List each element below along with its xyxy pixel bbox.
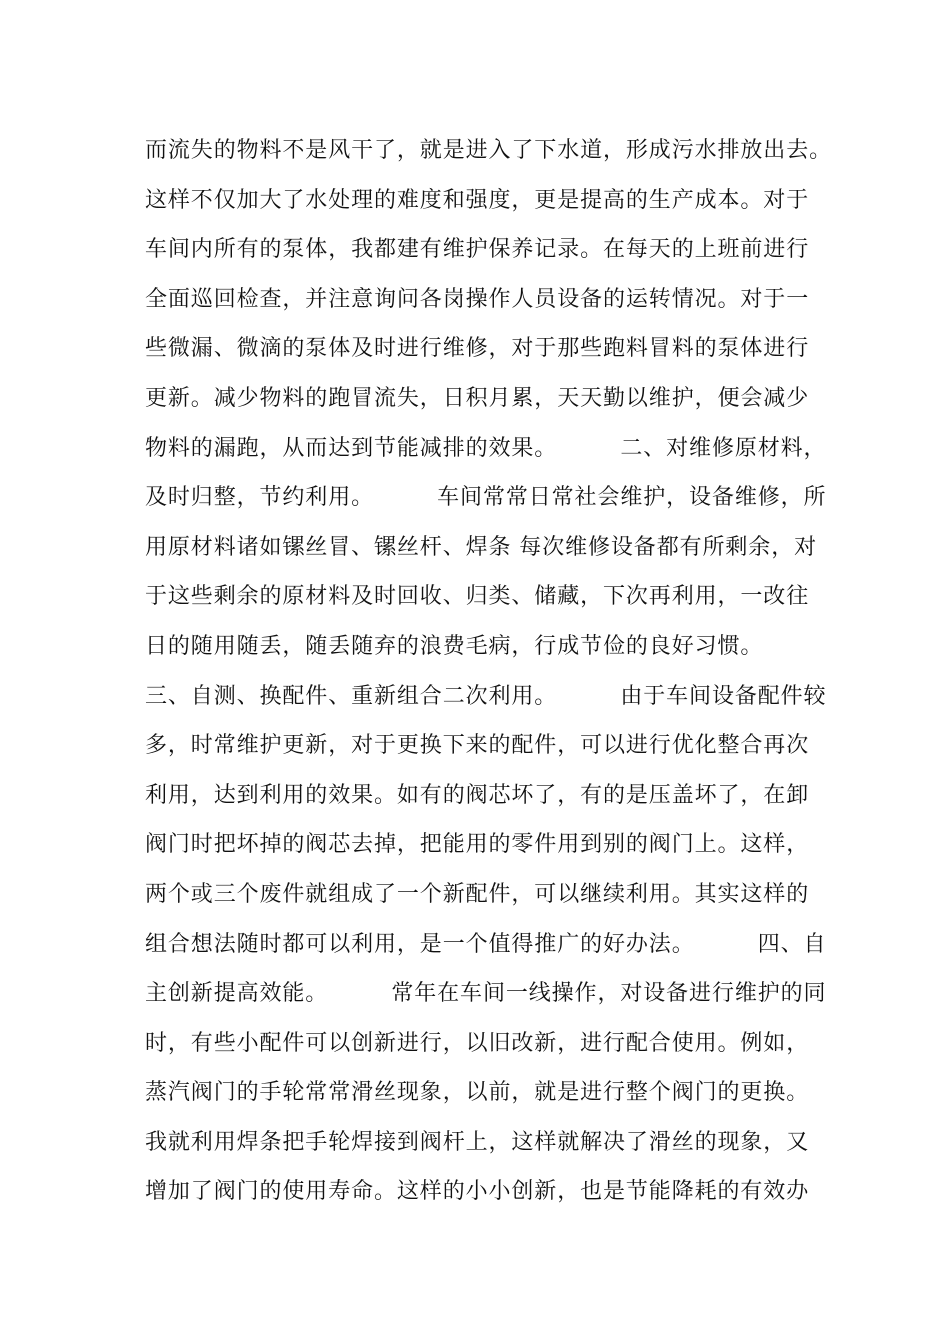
- body-text: [145, 126, 833, 1217]
- text-line: 物料的漏跑，从而达到节能减排的效果。 二、对维修原材料，: [145, 435, 827, 461]
- text-line: 增加了阀门的使用寿命。这样的小小创新，也是节能降耗的有效办: [145, 1179, 810, 1205]
- text-line: 蒸汽阀门的手轮常常滑丝现象，以前，就是进行整个阀门的更换。: [145, 1080, 810, 1106]
- text-line: 主创新提高效能。 常年在车间一线操作，对设备进行维护的同: [145, 981, 827, 1007]
- text-line: 而流失的物料不是风干了，就是进入了下水道，形成污水排放出去。: [145, 138, 833, 163]
- text-line: 于这些剩余的原材料及时回收、归类、储藏，下次再利用，一改往: [145, 584, 810, 610]
- text-line: 利用，达到利用的效果。如有的阀芯坏了，有的是压盖坏了，在卸: [145, 782, 810, 808]
- text-line: 这样不仅加大了水处理的难度和强度，更是提高的生产成本。对于: [145, 187, 810, 213]
- text-line: 多，时常维护更新，对于更换下来的配件，可以进行优化整合再次: [145, 733, 810, 759]
- text-line: 阀门时把坏掉的阀芯去掉，把能用的零件用到别的阀门上。这样，: [145, 832, 810, 858]
- text-line: 更新。减少物料的跑冒流失，日积月累，天天勤以维护，便会减少: [145, 385, 810, 411]
- text-line: 日的随用随丢，随丢随弃的浪费毛病，行成节俭的良好习惯。: [145, 633, 764, 659]
- text-line: 车间内所有的泵体，我都建有维护保养记录。在每天的上班前进行: [145, 237, 810, 263]
- text-line: 及时归整，节约利用。 车间常常日常社会维护，设备维修，所: [145, 485, 827, 511]
- text-line: 我就利用焊条把手轮焊接到阀杆上，这样就解决了滑丝的现象，又: [145, 1129, 810, 1155]
- text-line: 组合想法随时都可以利用，是一个值得推广的好办法。 四、自: [145, 931, 827, 957]
- text-line: 时，有些小配件可以创新进行，以旧改新，进行配合使用。例如，: [145, 1030, 810, 1056]
- text-line: 三、自测、换配件、重新组合二次利用。 由于车间设备配件较: [145, 683, 827, 709]
- text-line: 两个或三个废件就组成了一个新配件，可以继续利用。其实这样的: [145, 881, 810, 907]
- text-line: 全面巡回检查，并注意询问各岗操作人员设备的运转情况。对于一: [145, 286, 810, 312]
- text-line: 用原材料诸如镙丝冒、镙丝杆、焊条 每次维修设备都有所剩余，对: [145, 534, 817, 560]
- text-line: 些微漏、微滴的泵体及时进行维修，对于那些跑料冒料的泵体进行: [145, 336, 810, 362]
